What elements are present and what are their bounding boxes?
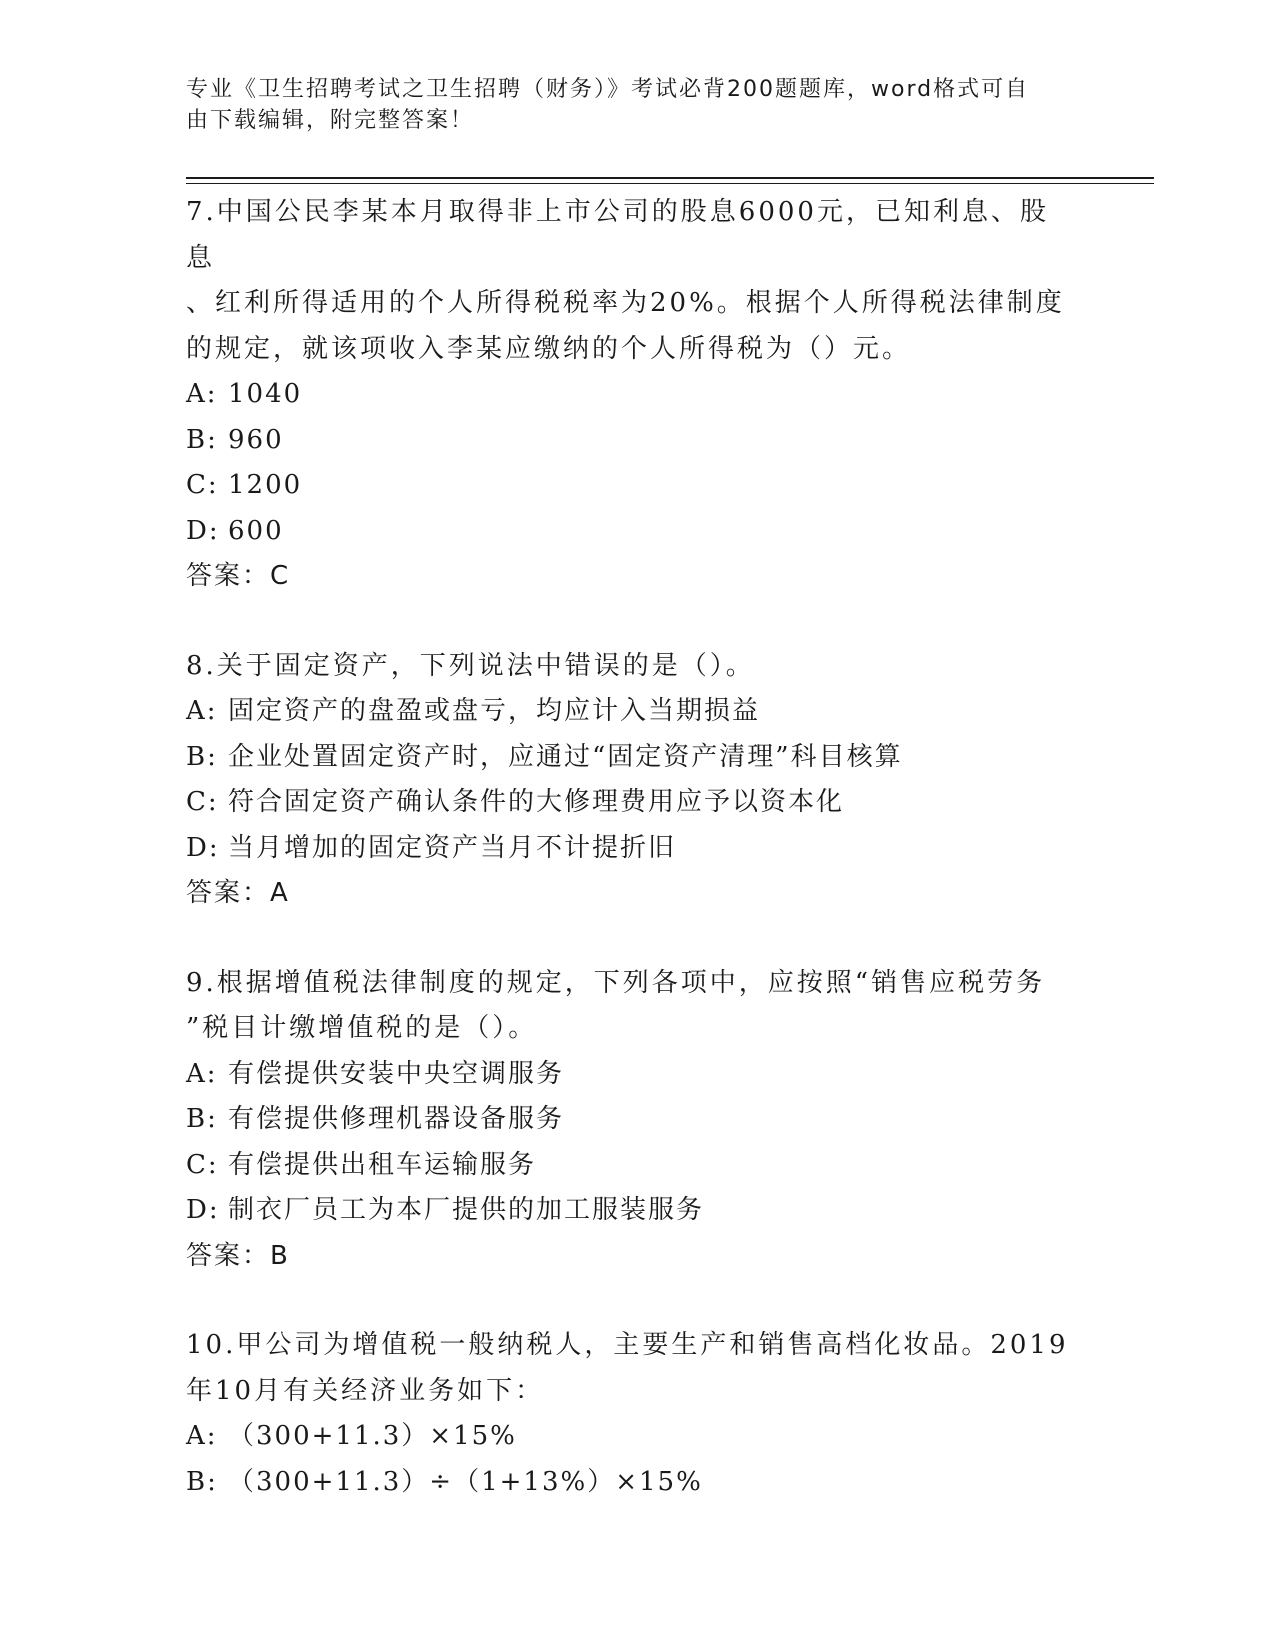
option-key: B:: [186, 741, 218, 772]
document-header: [186, 74, 1066, 136]
stem-line: 的规定，就该项收入李某应缴纳的个人所得税为（）元。: [186, 333, 912, 364]
question-8: [186, 644, 1076, 917]
option-a: [186, 1414, 1076, 1460]
question-stem: [186, 190, 1076, 372]
option-key: A:: [186, 1058, 218, 1089]
option-text: 有偿提供安装中央空调服务: [228, 1058, 565, 1089]
header-line-2: 由下载编辑，附完整答案！: [186, 108, 475, 133]
option-key: B:: [186, 1104, 218, 1134]
stem-line: 年10月有关经济业务如下：: [186, 1375, 545, 1406]
option-b: [186, 1097, 1076, 1143]
question-7: [186, 190, 1076, 600]
option-c: [186, 463, 1076, 509]
header-divider-thick: [186, 177, 1154, 179]
option-key: C:: [186, 1149, 219, 1180]
option-b: [186, 418, 1076, 464]
option-text: 1040: [228, 379, 303, 409]
question-list: [186, 190, 1076, 1549]
question-9: [186, 961, 1076, 1280]
option-d: [186, 1188, 1076, 1234]
option-a: [186, 1052, 1076, 1098]
stem-line: 、红利所得适用的个人所得税税率为20%。根据个人所得税法律制度: [186, 288, 1065, 318]
question-stem: [186, 961, 1076, 1052]
stem-line: 8.关于固定资产，下列说法中错误的是（）。: [186, 650, 755, 681]
option-b: [186, 1460, 1076, 1506]
option-text: （300+11.3）×15%: [228, 1421, 517, 1451]
option-key: A:: [186, 379, 218, 409]
answer-line: 答案：C: [186, 561, 291, 591]
option-c: [186, 780, 1076, 826]
option-text: 960: [228, 424, 284, 455]
option-b: [186, 735, 1076, 781]
option-key: A:: [186, 1421, 218, 1451]
answer-line: 答案：B: [186, 1240, 290, 1271]
question-stem: [186, 644, 1076, 690]
option-text: 企业处置固定资产时，应通过“固定资产清理”科目核算: [228, 741, 903, 772]
stem-line: 9.根据增值税法律制度的规定，下列各项中，应按照“销售应税劳务: [186, 967, 1046, 998]
option-key: B:: [186, 1466, 218, 1497]
header-line-1: 专业《卫生招聘考试之卫生招聘（财务）》考试必背200题题库，word格式可自: [186, 77, 1030, 102]
option-a: [186, 372, 1076, 418]
option-key: C:: [186, 470, 219, 500]
option-text: 600: [228, 515, 284, 546]
option-a: [186, 689, 1076, 735]
option-key: B:: [186, 424, 218, 455]
option-c: [186, 1143, 1076, 1189]
option-text: 有偿提供出租车运输服务: [228, 1149, 537, 1180]
option-text: 制衣厂员工为本厂提供的加工服装服务: [228, 1195, 705, 1225]
option-text: 1200: [228, 470, 303, 500]
option-text: 有偿提供修理机器设备服务: [228, 1104, 565, 1134]
option-key: C:: [186, 787, 219, 817]
option-key: D:: [186, 515, 220, 546]
question-10: [186, 1323, 1076, 1505]
option-text: 固定资产的盘盈或盘亏，均应计入当期损益: [228, 696, 761, 726]
option-key: A:: [186, 696, 218, 726]
question-stem: [186, 1323, 1076, 1414]
option-key: D:: [186, 1195, 220, 1225]
option-d: [186, 509, 1076, 555]
option-key: D:: [186, 832, 220, 863]
option-text: 当月增加的固定资产当月不计提折旧: [228, 832, 677, 863]
option-text: 符合固定资产确认条件的大修理费用应予以资本化: [228, 787, 845, 817]
option-text: （300+11.3）÷（1+13%）×15%: [228, 1466, 703, 1497]
header-divider-thin: [186, 183, 1154, 184]
option-d: [186, 826, 1076, 872]
stem-line: ”税目计缴增值税的是（）。: [186, 1013, 538, 1043]
stem-line: 7.中国公民李某本月取得非上市公司的股息6000元，已知利息、股息: [186, 197, 1049, 273]
stem-line: 10.甲公司为增值税一般纳税人，主要生产和销售高档化妆品。2019: [186, 1330, 1069, 1360]
answer-line: 答案：A: [186, 878, 290, 908]
